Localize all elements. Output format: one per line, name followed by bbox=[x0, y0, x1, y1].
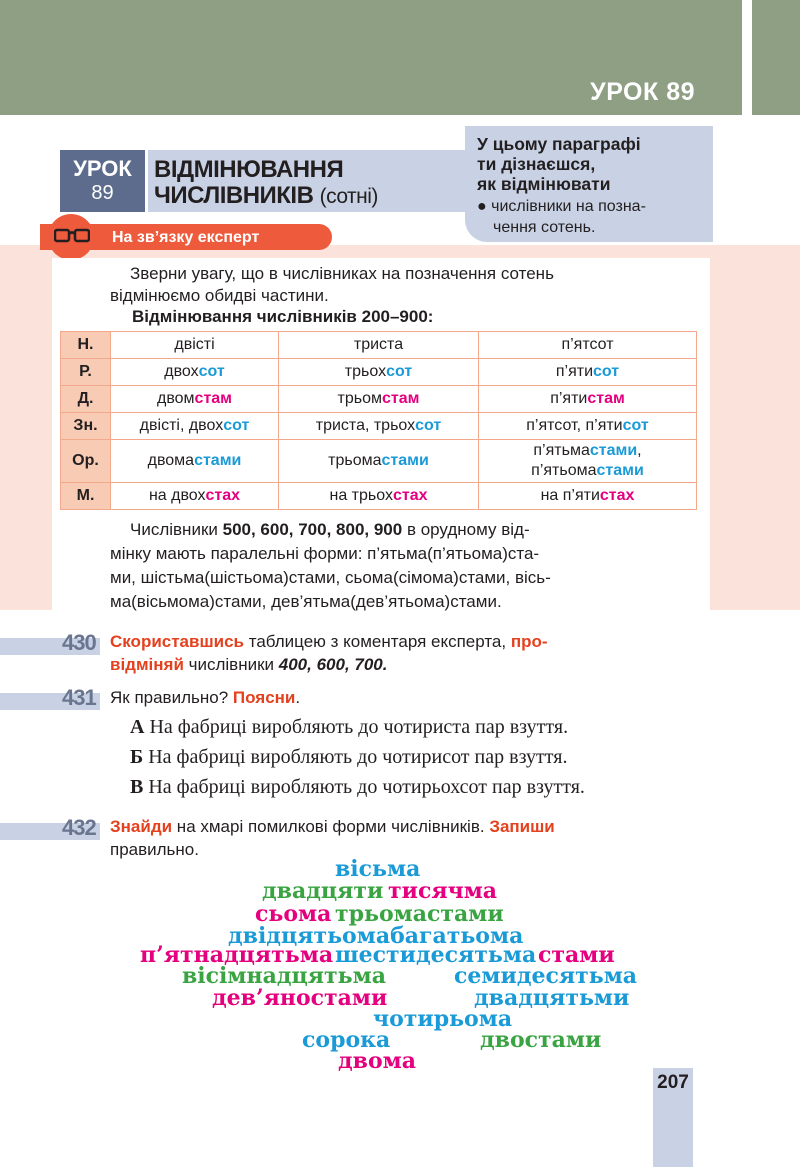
expert-label: На зв’язку експерт bbox=[112, 229, 260, 246]
glasses-icon bbox=[54, 228, 90, 244]
stem: двісті bbox=[174, 336, 215, 353]
variant-b-letter: Б bbox=[130, 746, 144, 768]
stem: двох bbox=[164, 363, 199, 380]
form-cell bbox=[279, 386, 479, 413]
ex430-red2a: про- bbox=[510, 632, 548, 651]
form-cell bbox=[111, 440, 279, 483]
cloud-word: п’ятнадцятьма bbox=[140, 942, 334, 968]
ex431-text: Як правильно? bbox=[110, 688, 233, 707]
cloud-word: шестидесятьма bbox=[335, 942, 537, 968]
top-band-divider bbox=[742, 0, 752, 115]
cloud-word: дев’яностами bbox=[212, 985, 388, 1011]
ending-blue: сот bbox=[593, 363, 620, 380]
form-cell bbox=[479, 413, 697, 440]
cloud-word: чотирьома bbox=[373, 1006, 513, 1032]
ending-blue: стами bbox=[589, 442, 638, 459]
note2-start: Числівники bbox=[130, 520, 223, 539]
ex432-red1: Знайди bbox=[110, 817, 173, 836]
ending-blue: стами bbox=[596, 462, 644, 479]
ex432-text1: на хмарі помилкові форми числівників. bbox=[172, 817, 490, 836]
exercise-430-number: 430 bbox=[62, 630, 96, 655]
lesson-title-sub: (сотні) bbox=[319, 185, 378, 208]
goals-head-line1: У цьому параграфі bbox=[477, 134, 641, 154]
note2-line4: ма(вісьмома)стами, дев’ятьма(дев’ятьома)стами. bbox=[110, 592, 502, 611]
note2-numbers: 500, 600, 700, 800, 900 bbox=[222, 520, 403, 539]
cloud-word: двадцяти bbox=[262, 878, 384, 904]
ending-blue: сот bbox=[198, 363, 225, 380]
ex430-line2 bbox=[110, 653, 670, 676]
stem: трьома bbox=[328, 452, 382, 469]
exercise-432-number: 432 bbox=[62, 815, 96, 840]
form-cell bbox=[111, 332, 279, 359]
form-cell bbox=[479, 332, 697, 359]
form-cell bbox=[111, 413, 279, 440]
cloud-word: двідцятьомабагатьома bbox=[228, 923, 524, 949]
note2-line3: ми, шістьма(шістьома)стами, сьома(сімома)стами, вісь- bbox=[110, 568, 551, 587]
expert-background-left bbox=[0, 250, 52, 610]
ending-pink: стах bbox=[392, 487, 428, 504]
page-number: 207 bbox=[657, 1072, 689, 1093]
stem: двом bbox=[156, 390, 195, 407]
lesson-label: УРОК bbox=[73, 156, 132, 181]
expert-note bbox=[110, 263, 690, 307]
cloud-word: двадцятьми bbox=[474, 985, 630, 1011]
note2-line1-end: в орудному від- bbox=[402, 520, 530, 539]
ex430-text1: таблицею з коментаря експерта, bbox=[244, 632, 511, 651]
table-row bbox=[61, 332, 697, 359]
form-cell bbox=[279, 332, 479, 359]
stem: триста bbox=[353, 336, 404, 353]
top-band-right-strip bbox=[752, 0, 800, 115]
lesson-number-box bbox=[60, 150, 145, 212]
variant-a-letter: А bbox=[130, 716, 145, 738]
form-cell bbox=[279, 483, 479, 510]
exercise-430-text bbox=[110, 630, 670, 676]
ending-pink: стам bbox=[194, 390, 233, 407]
cloud-word: стами bbox=[538, 942, 615, 968]
stem: на трьох bbox=[329, 487, 393, 504]
table-row bbox=[61, 386, 697, 413]
goals-bullet-line1: ● числівники на позна- bbox=[477, 198, 646, 215]
ending-blue: сот bbox=[415, 417, 442, 434]
form-cell bbox=[111, 359, 279, 386]
stem: , bbox=[637, 442, 642, 459]
ending-blue: сот bbox=[622, 417, 649, 434]
form-cell bbox=[279, 440, 479, 483]
stem: п’ятсот bbox=[561, 336, 614, 353]
cloud-word: сьома bbox=[255, 901, 332, 927]
exercise-431-text bbox=[110, 686, 300, 709]
expert-background-right bbox=[710, 250, 800, 610]
stem: п’ятьома bbox=[531, 462, 597, 479]
expert-note-line2: відмінюємо обидві частини. bbox=[110, 286, 329, 305]
stem: на п’яти bbox=[540, 487, 600, 504]
case-cell: Р. bbox=[61, 359, 111, 386]
ending-blue: сот bbox=[386, 363, 413, 380]
ex431-red: Поясни bbox=[232, 688, 296, 707]
ex431-variant-a bbox=[130, 716, 568, 739]
ending-pink: стах bbox=[205, 487, 241, 504]
table-row bbox=[61, 440, 697, 483]
form-cell bbox=[111, 386, 279, 413]
cloud-word: вісімнадцятьма bbox=[182, 963, 386, 989]
expert-note-line1: Зверни увагу, що в числівниках на позначення сотень bbox=[130, 264, 554, 283]
form-cell bbox=[279, 413, 479, 440]
goals-bullet-line2: чення сотень. bbox=[493, 219, 596, 236]
stem: триста, трьох bbox=[315, 417, 416, 434]
case-cell: М. bbox=[61, 483, 111, 510]
exercise-432-text bbox=[110, 815, 555, 861]
variant-a-text: На фабриці виробляють до чотириста пар взуття. bbox=[144, 716, 569, 738]
expert-note-2 bbox=[110, 518, 698, 614]
ending-pink: стам bbox=[587, 390, 625, 407]
ex432-line1 bbox=[110, 815, 555, 838]
declension-table bbox=[60, 331, 697, 510]
stem: п’яти bbox=[555, 363, 594, 380]
cloud-word: двома bbox=[338, 1048, 416, 1074]
stem: п’яти bbox=[550, 390, 588, 407]
cloud-word: сорока bbox=[302, 1027, 391, 1053]
ex431-variant-c bbox=[130, 776, 585, 799]
goals-head-line3: як відмінювати bbox=[477, 174, 611, 194]
ending-blue: стами bbox=[194, 452, 242, 469]
stem: двома bbox=[147, 452, 195, 469]
lesson-title-line1: ВІДМІНЮВАННЯ bbox=[154, 156, 344, 183]
case-cell: Н. bbox=[61, 332, 111, 359]
ex430-numbers: 400, 600, 700. bbox=[278, 655, 388, 674]
table-row bbox=[61, 359, 697, 386]
lesson-title-main: ЧИСЛІВНИКІВ bbox=[154, 182, 314, 209]
ending-pink: стах bbox=[599, 487, 635, 504]
form-cell bbox=[279, 359, 479, 386]
lesson-title-box bbox=[148, 150, 465, 212]
table-row bbox=[61, 483, 697, 510]
form-cell bbox=[479, 359, 697, 386]
ex430-text2: числівники bbox=[183, 655, 279, 674]
variant-c-text: На фабриці виробляють до чотирьохсот пар взуття. bbox=[143, 776, 585, 798]
ex431-variant-b bbox=[130, 746, 567, 769]
stem: трьох bbox=[344, 363, 387, 380]
note2-line2: мінку мають паралельні форми: п’ятьма(п’ятьома)ста- bbox=[110, 544, 540, 563]
ending-blue: стами bbox=[381, 452, 429, 469]
case-cell: Зн. bbox=[61, 413, 111, 440]
note2-line1 bbox=[110, 518, 698, 542]
ex430-line1 bbox=[110, 630, 670, 653]
ending-blue: сот bbox=[223, 417, 250, 434]
ex432-red2: Запиши bbox=[489, 817, 555, 836]
header-lesson-tag: УРОК 89 bbox=[590, 78, 695, 106]
ending-pink: стам bbox=[382, 390, 420, 407]
form-cell bbox=[111, 483, 279, 510]
stem: двісті, двох bbox=[139, 417, 224, 434]
cloud-word: трьомастами bbox=[335, 901, 504, 927]
table-title: Відмінювання числівників 200–900: bbox=[132, 307, 434, 326]
cloud-word: семидесятьма bbox=[454, 963, 638, 989]
variant-b-text: На фабриці виробляють до чотирисот пар взуття. bbox=[143, 746, 568, 768]
lesson-goals-box bbox=[465, 126, 713, 242]
form-cell bbox=[479, 440, 697, 483]
case-cell: Ор. bbox=[61, 440, 111, 483]
exercise-431-number: 431 bbox=[62, 685, 96, 710]
table-row bbox=[61, 413, 697, 440]
variant-c-letter: В bbox=[130, 776, 144, 798]
ex430-red2b: відміняй bbox=[110, 655, 184, 674]
ex431-dot: . bbox=[295, 688, 301, 707]
cloud-word: вісьма bbox=[335, 856, 421, 882]
stem: на двох bbox=[148, 487, 206, 504]
stem: трьом bbox=[337, 390, 382, 407]
lesson-number: 89 bbox=[91, 182, 114, 204]
form-cell bbox=[479, 386, 697, 413]
lesson-title-line2 bbox=[154, 182, 378, 210]
cloud-word: двостами bbox=[480, 1027, 602, 1053]
ex432-line2: правильно. bbox=[110, 840, 199, 859]
ex430-red1: Скориставшись bbox=[110, 632, 244, 651]
goals-head-line2: ти дізнаєшся, bbox=[477, 154, 596, 174]
stem: п’ятсот, п’яти bbox=[526, 417, 623, 434]
form-cell bbox=[479, 483, 697, 510]
case-cell: Д. bbox=[61, 386, 111, 413]
stem: п’ятьма bbox=[533, 442, 590, 459]
cloud-word: тисячма bbox=[388, 878, 498, 904]
